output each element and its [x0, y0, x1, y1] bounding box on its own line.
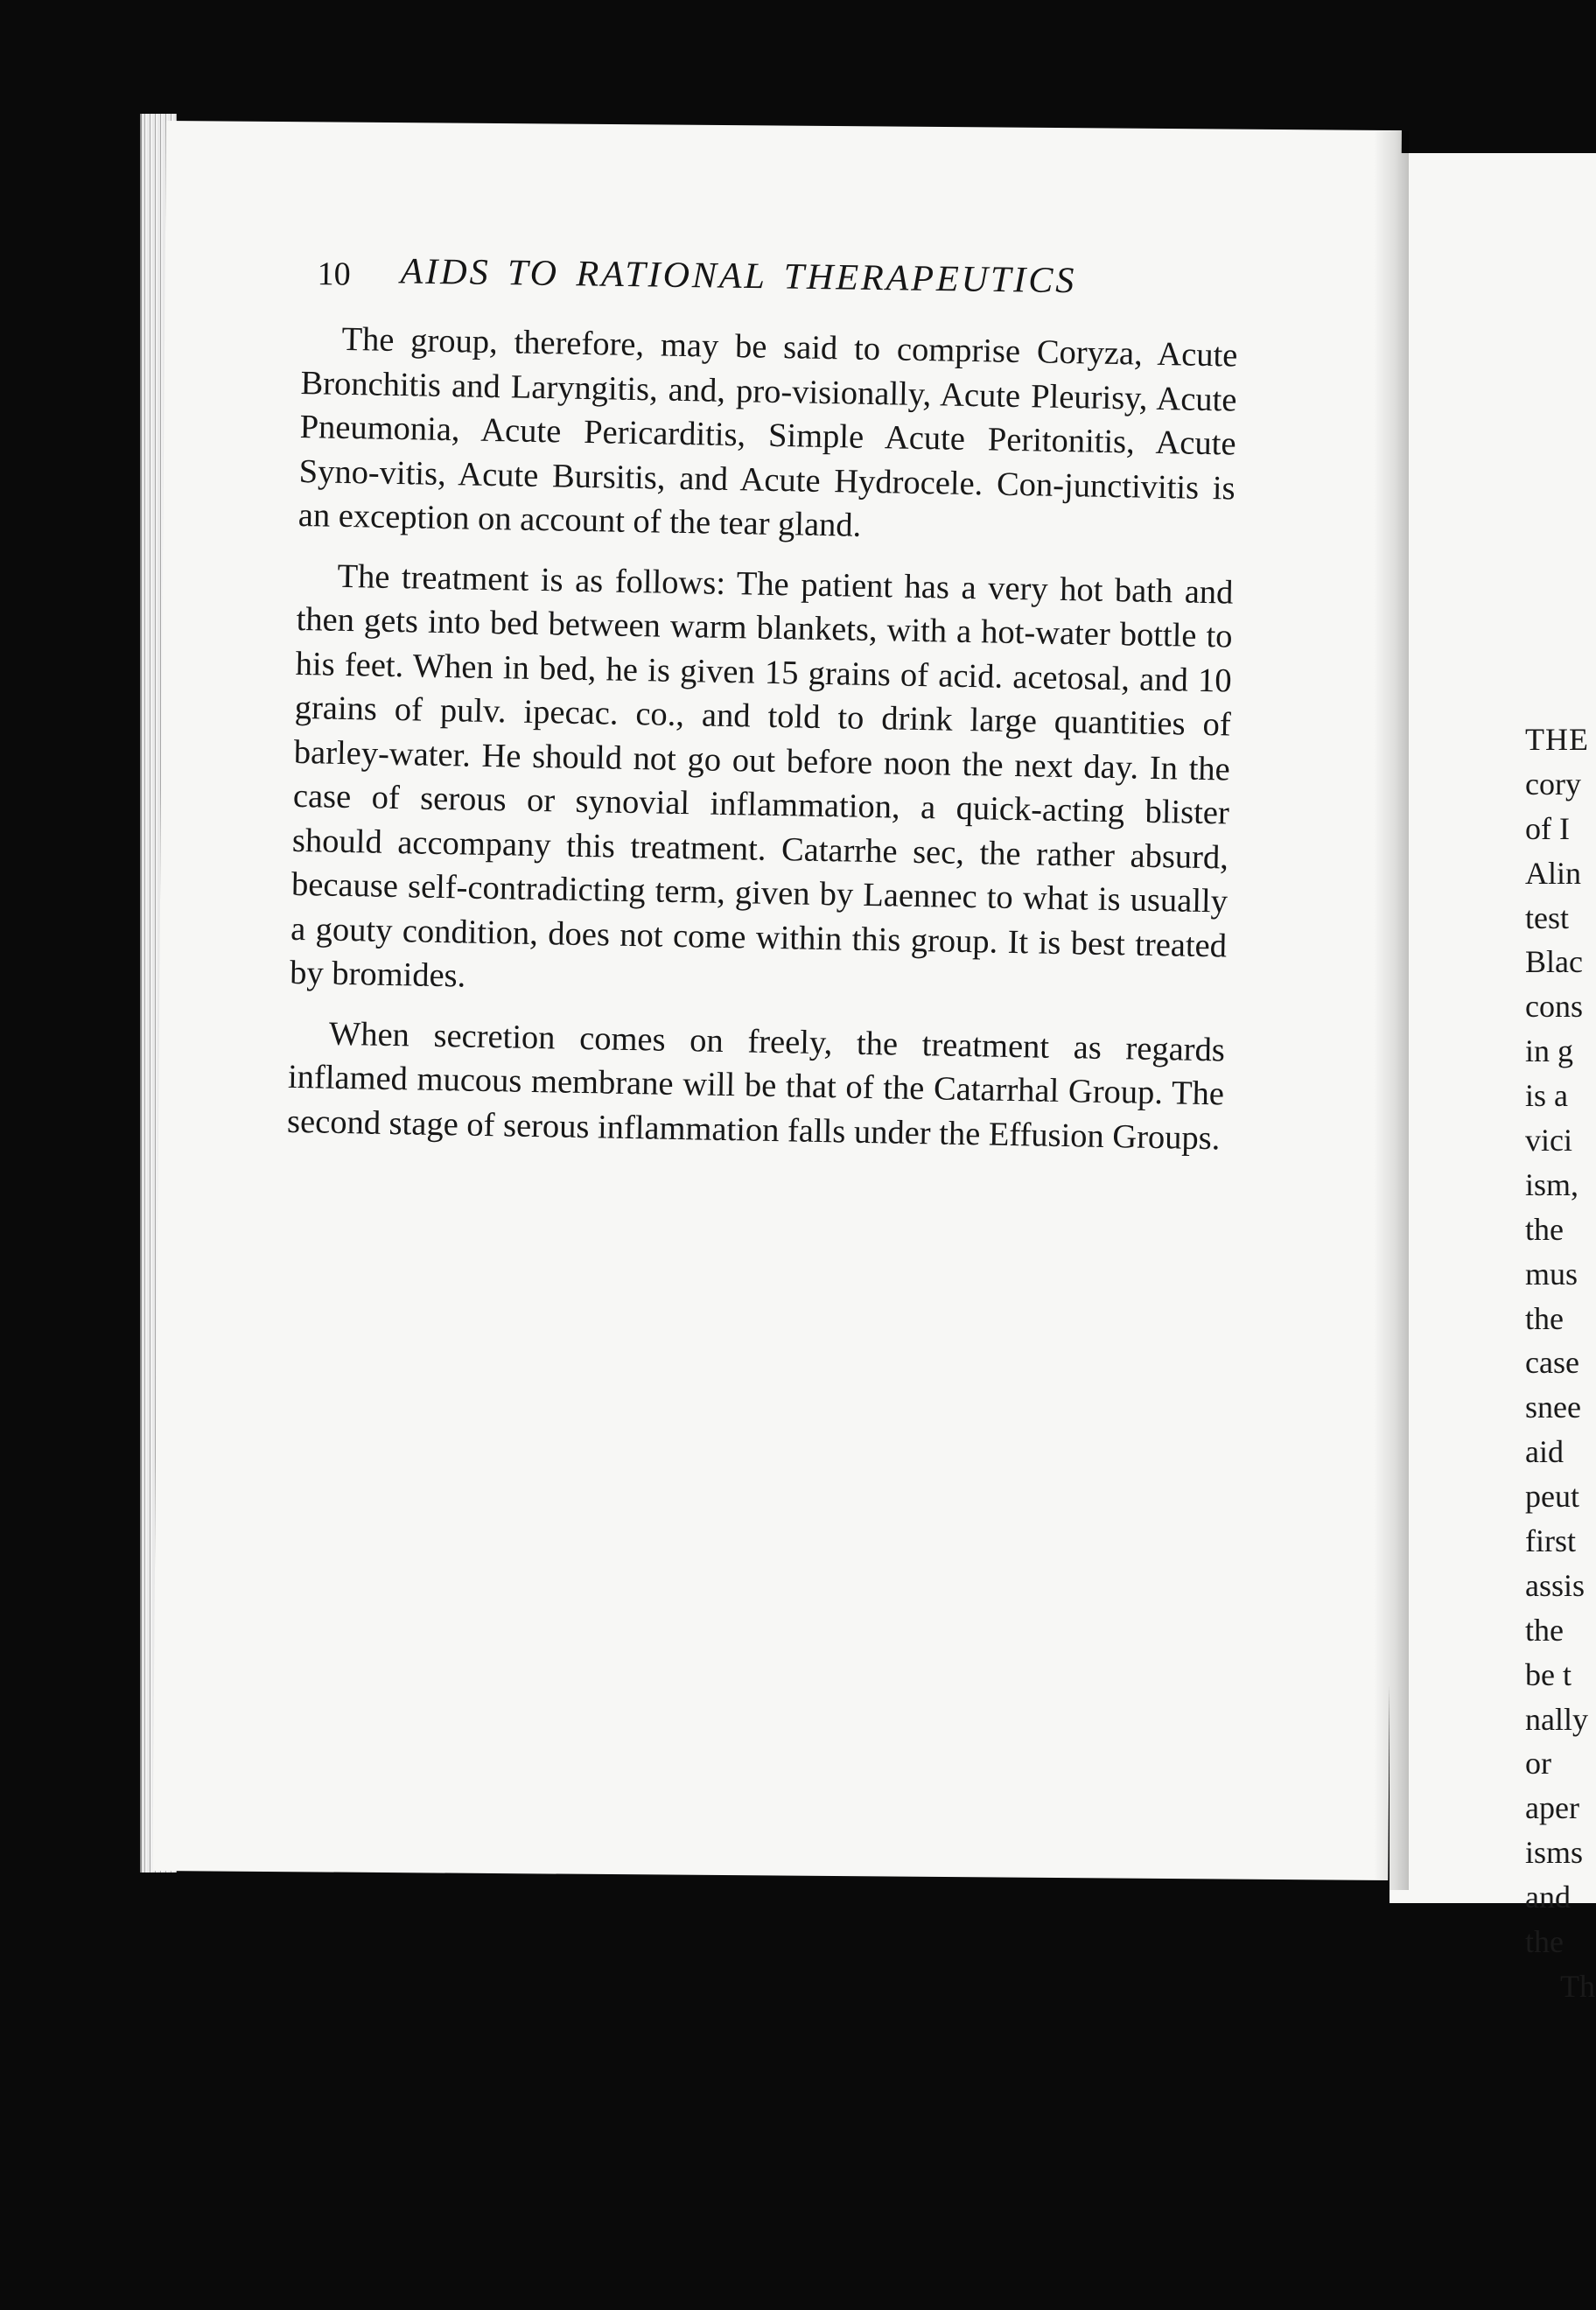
right-line: cory [1525, 766, 1581, 802]
right-line: Blac [1525, 944, 1583, 980]
paragraph-1: The group, therefore, may be said to comprise Coryza, Acute Bronchitis and Laryngitis, and, pro-visionally, Acute Pleurisy, Acute Pneumonia, Acute Pericarditis, Simple Acute Peritonitis, Acute Syno-vitis, Acute Bursitis, and Acute Hydrocele. Con-junctivitis is an exception on account of the tear gland. [298, 320, 1238, 544]
right-line: Alin [1525, 855, 1582, 891]
right-line: nally [1525, 1701, 1588, 1737]
right-line: of I [1525, 810, 1570, 846]
right-page-text [1525, 718, 1596, 2009]
page-number: 10 [317, 256, 351, 293]
right-line: snee [1525, 1390, 1581, 1425]
right-line: and [1525, 1880, 1571, 1915]
paragraph-2: The treatment is as follows: The patient has a very hot bath and then gets into bed between warm blankets, with a hot-water bottle to his feet. When in bed, he is given 15 grains of acid. acetosal, and 10 grains of pulv. ipecac. co., and told to drink large quantities of barley-water. He should not go out before noon the next day. In the case of serous or synovial inflammation, a quick-acting blister should accompany this treatment. Catarrhe sec, the rather absurd, because self-contradicting term, given by Laennec to what is usually a gouty condition, does not come within this group. It is best treated by bromides. [289, 557, 1234, 995]
running-title: AIDS TO RATIONAL THERAPEUTICS [400, 251, 1077, 302]
right-line: THE [1525, 722, 1589, 757]
running-head [310, 249, 1238, 324]
right-line: vici [1525, 1123, 1572, 1158]
paragraph-3: When secretion comes on freely, the treatment as regards inflamed mucous membrane will be that of the Catarrhal Group. The second stage of serous inflammation falls under the Effusion Groups. [286, 1015, 1226, 1157]
right-line: test [1525, 900, 1569, 935]
right-line: first [1525, 1523, 1576, 1559]
right-line: the [1525, 1211, 1564, 1247]
right-line: ism, [1525, 1166, 1579, 1202]
right-line: or [1525, 1746, 1551, 1782]
right-line: be t [1525, 1656, 1572, 1692]
right-line: aper [1525, 1790, 1579, 1826]
right-line: in g [1525, 1033, 1574, 1069]
book-gutter [1374, 131, 1409, 1890]
right-line: isms [1525, 1835, 1584, 1871]
right-line: mus [1525, 1256, 1578, 1292]
right-line: is a [1525, 1078, 1568, 1114]
right-line: assis [1525, 1567, 1586, 1603]
right-line: aid [1525, 1434, 1564, 1470]
right-line: case [1525, 1345, 1579, 1381]
right-line: peut [1525, 1479, 1579, 1515]
right-line: the [1525, 1300, 1564, 1336]
right-line: Th [1560, 1968, 1595, 2004]
right-line: the [1525, 1612, 1564, 1648]
right-line: the [1525, 1924, 1564, 1960]
right-line: cons [1525, 989, 1583, 1025]
body-text [286, 317, 1237, 1176]
